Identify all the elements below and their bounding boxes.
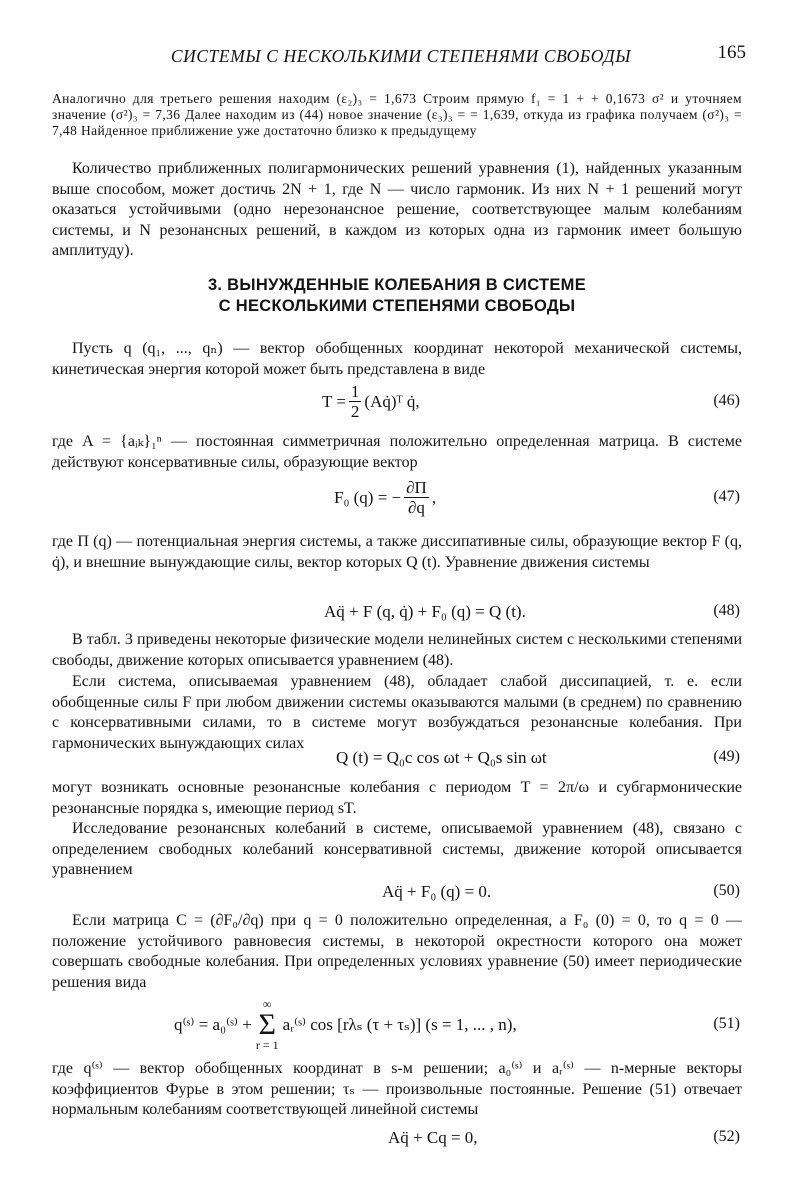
paragraph-table-reference: В табл. 3 приведены некоторые физические модели нелинейных систем с несколькими степенями свободы, движение которых описывается уравнением (48). <box>52 631 742 669</box>
equation-51 <box>52 997 742 1052</box>
equation-47-lhs: F₀ (q) = − <box>334 488 402 507</box>
summation-sign: Σ <box>258 1008 276 1041</box>
section-heading-line-2: С НЕСКОЛЬКИМИ СТЕПЕНЯМИ СВОБОДЫ <box>218 297 576 315</box>
equation-49 <box>52 738 742 778</box>
paragraph-matrix-definition: где A = {aᵢₖ}₁ⁿ — постоянная симметричная положительно определенная матрица. В системе действуют консервативные силы, образующие вектор <box>52 433 742 471</box>
equation-46-fraction <box>349 383 362 422</box>
equation-51-sum-upper: ∞ <box>262 997 272 1011</box>
equation-46-numerator: 1 <box>350 381 360 401</box>
equation-52 <box>52 1118 742 1158</box>
equation-46 <box>52 382 742 422</box>
paragraph-resonant-oscillations: могут возникать основные резонансные колебания с периодом T = 2π/ω и субгармонические резонансные порядка s, имеющие период sT. <box>52 779 742 817</box>
equation-51-number: (51) <box>713 1015 740 1033</box>
equation-47-number: (47) <box>713 488 740 506</box>
equation-51-body <box>174 997 517 1052</box>
paragraph-free-oscillations: Исследование резонансных колебаний в системе, описываемой уравнением (48), связано с определением свободных колебаний консервативной системы, движение которой описывается уравнением <box>52 820 742 879</box>
equation-46-rhs: (Aq̇)ᵀ q̇, <box>364 392 420 411</box>
equation-51-lhs: q⁽ˢ⁾ = a₀⁽ˢ⁾ + <box>174 1015 252 1034</box>
equation-46-lhs: T = <box>322 392 346 411</box>
equation-52-body: Aq̈ + Cq = 0, <box>388 1128 478 1147</box>
equation-47-rhs: , <box>431 488 437 507</box>
section-heading <box>52 275 742 317</box>
equation-51-sum-lower: r = 1 <box>255 1038 279 1052</box>
equation-46-denominator: 2 <box>350 401 360 421</box>
equation-51-summation <box>256 998 279 1052</box>
paragraph-generalized-coordinates: Пусть q (q₁, ..., qₙ) — вектор обобщенных координат некоторой механической системы, кинетическая энергия которой может быть представлена в виде <box>52 340 742 378</box>
equation-52-number: (52) <box>713 1128 740 1146</box>
equation-50-body: Aq̈ + F₀ (q) = 0. <box>382 882 492 901</box>
paragraph-potential-energy: где П (q) — потенциальная энергия системы, а также диссипативные силы, образующие вектор F (q, q̇), и внешние вынуждающие силы, вектор которых Q (t). Уравнение движения системы <box>52 533 742 571</box>
running-title: СИСТЕМЫ С НЕСКОЛЬКИМИ СТЕПЕНЯМИ СВОБОДЫ <box>170 46 632 66</box>
paragraph-stable-equilibrium: Если матрица C = (∂F₀/∂q) при q = 0 положительно определенная, а F₀ (0) = 0, то q = 0 — положение устойчивого равновесия системы, в некоторой окрестности которого она может совершать свободные колебания. При определенных условиях уравнение (50) имеет периодические решения вида <box>52 912 742 991</box>
page-number: 165 <box>717 42 746 63</box>
equation-47 <box>52 478 742 518</box>
equation-47-numerator: ∂П <box>406 477 427 497</box>
equation-48-number: (48) <box>713 602 740 620</box>
equation-50 <box>52 872 742 912</box>
equation-48-body: Aq̈ + F (q, q̇) + F₀ (q) = Q (t). <box>324 602 526 621</box>
equation-47-fraction <box>404 479 429 518</box>
paragraph-weak-dissipation: Если система, описываемая уравнением (48), обладает слабой диссипацией, т. е. если обобщенные силы F при любом движении системы оказываются малыми (в среднем) по сравнению с консервативными силами, то в системе могут возбуждаться резонансные колебания. При гармонических вынуждающих силах <box>52 673 742 752</box>
equation-47-denominator: ∂q <box>408 497 425 517</box>
small-print-note: Аналогично для третьего решения находим (ε₂)₃ = 1,673 Строим прямую f₁ = 1 + + 0,1673 σ² и уточняем значение (σ²)₃ = 7,36 Далее находим из (44) новое значение (ε₃)₃ = = 1,639, откуда из графика получаем (σ²)₃ = 7,48 Найденное приближение уже достаточно близко к предыдущему <box>52 91 742 138</box>
equation-49-body: Q (t) = Q₀c cos ωt + Q₀s sin ωt <box>336 748 547 767</box>
equation-48 <box>52 592 742 632</box>
equation-47-body <box>334 478 436 518</box>
equation-46-body <box>322 382 420 422</box>
equation-49-number: (49) <box>713 748 740 766</box>
paragraph-fourier-coefficients: где q⁽ˢ⁾ — вектор обобщенных координат в s-м решении; a₀⁽ˢ⁾ и aᵣ⁽ˢ⁾ — n-мерные векторы коэффициентов Фурье в этом решении; τₛ — произвольные постоянные. Решение (51) отвечает нормальным колебаниям соответствующей линейной системы <box>52 1060 742 1119</box>
page-header <box>56 40 746 70</box>
equation-51-rhs: aᵣ⁽ˢ⁾ cos [rλₛ (τ + τₛ)] (s = 1, ... , n), <box>282 1015 517 1034</box>
section-heading-line-1: 3. ВЫНУЖДЕННЫЕ КОЛЕБАНИЯ В СИСТЕМЕ <box>207 276 587 294</box>
paragraph-polyharmonic-solutions: Количество приближенных полигармонических решений уравнения (1), найденных указанным выше способом, может достичь 2N + 1, где N — число гармоник. Из них N + 1 решений могут оказаться устойчивыми (одно нерезонансное решение, соответствующее малым колебаниям системы, и N резонансных решений, в каждом из которых одна из гармоник имеет большую амплитуду). <box>52 160 742 260</box>
equation-50-number: (50) <box>713 882 740 900</box>
equation-46-number: (46) <box>713 392 740 410</box>
